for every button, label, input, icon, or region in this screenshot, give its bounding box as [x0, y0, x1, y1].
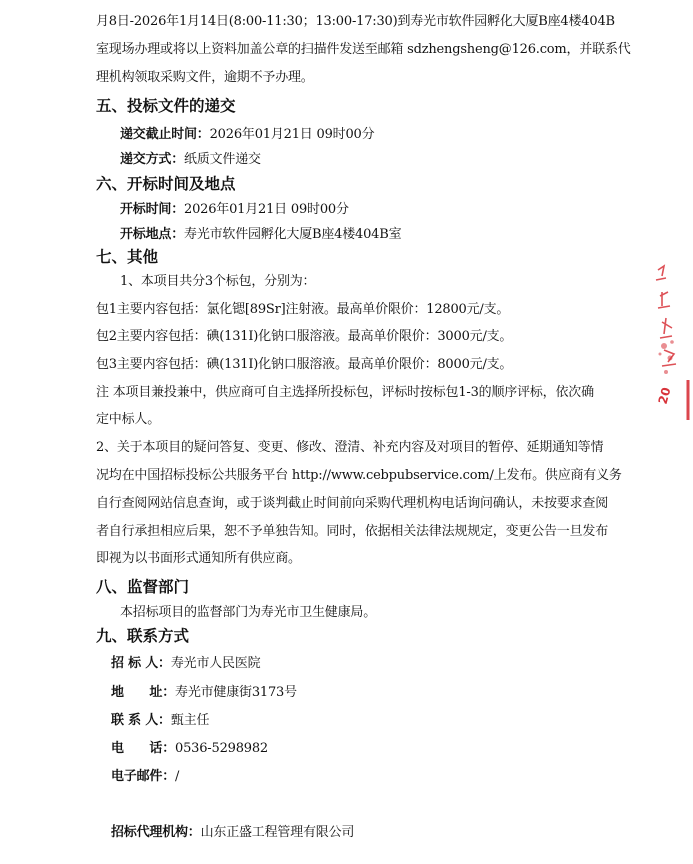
supervision-text: 本招标项目的监督部门为寿光市卫生健康局。 [120, 605, 377, 620]
contact-person-label: 联 系 人： [111, 713, 171, 728]
open-time-value: 2026年01月21日 09时00分 [184, 202, 349, 217]
deadline-value: 2026年01月21日 09时00分 [209, 127, 375, 142]
package-3: 包3主要内容包括：碘(131I)化钠口服溶液。最高单价限价：8000元/支。 [96, 357, 513, 372]
contact-email-row [111, 768, 179, 786]
intro-line-1: 月8日-2026年1月14日(8:00-11:30；13:00-17:30)到寿光市软件园孵化大厦B座4楼404B [96, 14, 615, 29]
open-place-row [120, 226, 401, 244]
deadline-label: 递交截止时间： [120, 127, 210, 142]
open-place-value: 寿光市软件园孵化大厦B座4楼404B室 [184, 227, 402, 242]
agency-value: 山东正盛工程管理有限公司 [200, 825, 355, 840]
package-2: 包2主要内容包括：碘(131I)化钠口服溶液。最高单价限价：3000元/支。 [96, 329, 513, 344]
open-place-label: 开标地点： [120, 227, 185, 242]
contact-tenderer-row [111, 655, 260, 673]
intro-line-2: 室现场办理或将以上资料加盖公章的扫描件发送至邮箱 sdzhengsheng@126.com，并联系代 [96, 42, 631, 57]
contact-tenderer-label: 招 标 人： [111, 656, 171, 671]
item2-line-1: 2、关于本项目的疑问答复、变更、修改、澄清、补充内容及对项目的暂停、延期通知等情 [96, 440, 604, 455]
contact-person-value: 甄主任 [170, 713, 210, 728]
contact-person-row [111, 712, 209, 730]
open-time-label: 开标时间： [120, 202, 185, 217]
open-time-row [120, 201, 349, 219]
official-seal-stamp [650, 262, 693, 422]
section-5-heading: 五、投标文件的递交 [96, 97, 236, 115]
method-value: 纸质文件递交 [184, 152, 261, 167]
contact-email-value: / [175, 769, 180, 784]
agency-label: 招标代理机构： [111, 825, 201, 840]
contact-tenderer-value: 寿光市人民医院 [170, 656, 261, 671]
section-8-heading: 八、监督部门 [96, 578, 190, 596]
package-1: 包1主要内容包括：氯化锶[89Sr]注射液。最高单价限价：12800元/支。 [96, 302, 510, 317]
contact-phone-value: 0536-5298982 [175, 741, 268, 756]
contact-phone-label: 电 话： [111, 741, 176, 756]
seal-year-text: 20 [655, 385, 674, 406]
section-6-heading: 六、开标时间及地点 [96, 175, 236, 193]
contact-address-value: 寿光市健康街3173号 [175, 685, 297, 700]
item2-line-2: 况均在中国招标投标公共服务平台 http://www.cebpubservice.com/上发布。供应商有义务 [96, 468, 622, 483]
deadline-row [120, 126, 374, 144]
contact-phone-row [111, 740, 268, 758]
agency-row [111, 824, 354, 842]
item2-line-5: 即视为以书面形式通知所有供应商。 [96, 551, 301, 566]
contact-address-row [111, 684, 297, 702]
method-label: 递交方式： [120, 152, 185, 167]
item2-line-3: 自行查阅网站信息查询，或于谈判截止时间前向采购代理机构电话询问确认，未按要求查阅 [96, 496, 609, 511]
method-row [120, 151, 261, 169]
intro-line-3: 理机构领取采购文件，逾期不予办理。 [96, 70, 314, 85]
note-line-1: 注 本项目兼投兼中，供应商可自主选择所投标包，评标时按标包1-3的顺序评标，依次确 [96, 385, 594, 400]
item2-line-4: 者自行承担相应后果，恕不予单独告知。同时，依据相关法律法规规定，变更公告一旦发布 [96, 524, 609, 539]
section-7-heading: 七、其他 [96, 248, 159, 266]
packages-intro: 1、本项目共分3个标包，分别为： [120, 274, 316, 289]
section-9-heading: 九、联系方式 [96, 627, 190, 645]
contact-email-label: 电子邮件： [111, 769, 176, 784]
contact-address-label: 地 址： [111, 685, 176, 700]
note-line-2: 定中标人。 [96, 412, 161, 427]
